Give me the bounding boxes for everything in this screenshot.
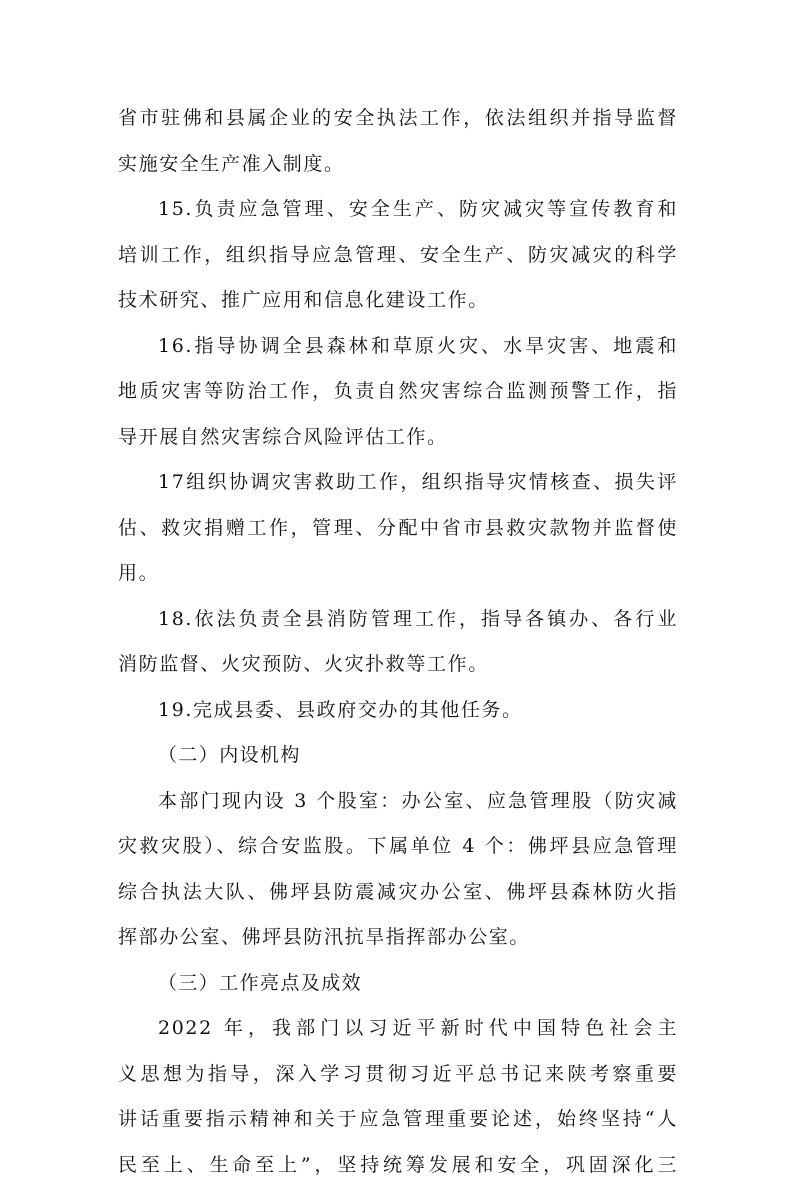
text-line: 灾救灾股）、综合安监股。下属单位 4 个：佛坪县应急管理 [118,824,678,870]
text-line: 估、救灾捐赠工作，管理、分配中省市县救灾款物并监督使 [118,506,678,552]
list-item-18: 18.依法负责全县消防管理工作，指导各镇办、各行业 [118,597,678,643]
text-line: 民至上、生命至上”，坚持统筹发展和安全，巩固深化三 [118,1143,678,1188]
document-body [118,96,678,1188]
text-line: 用。 [118,551,678,597]
text-line: 综合执法大队、佛坪县防震减灾办公室、佛坪县森林防火指 [118,870,678,916]
paragraph-start: 本部门现内设 3 个股室：办公室、应急管理股（防灾减 [118,779,678,825]
text-line: 挥部办公室、佛坪县防汛抗旱指挥部办公室。 [118,915,678,961]
text-line: 培训工作，组织指导应急管理、安全生产、防灾减灾的科学 [118,233,678,279]
text-line: 导开展自然灾害综合风险评估工作。 [118,415,678,461]
text-line: 义思想为指导，深入学习贯彻习近平总书记来陕考察重要 [118,1052,678,1098]
text-line: 技术研究、推广应用和信息化建设工作。 [118,278,678,324]
text-line: 省市驻佛和县属企业的安全执法工作，依法组织并指导监督 [118,96,678,142]
section-heading-internal-structure: （二）内设机构 [118,733,678,779]
text-line: 实施安全生产准入制度。 [118,142,678,188]
list-item-19: 19.完成县委、县政府交办的其他任务。 [118,688,678,734]
text-line: 消防监督、火灾预防、火灾扑救等工作。 [118,642,678,688]
section-heading-highlights: （三）工作亮点及成效 [118,961,678,1007]
text-line: 讲话重要指示精神和关于应急管理重要论述，始终坚持“人 [118,1097,678,1143]
text-line: 地质灾害等防治工作，负责自然灾害综合监测预警工作，指 [118,369,678,415]
paragraph-start: 2022 年，我部门以习近平新时代中国特色社会主 [118,1006,678,1052]
list-item-16: 16.指导协调全县森林和草原火灾、水旱灾害、地震和 [118,324,678,370]
list-item-17: 17组织协调灾害救助工作，组织指导灾情核查、损失评 [118,460,678,506]
list-item-15: 15.负责应急管理、安全生产、防灾减灾等宣传教育和 [118,187,678,233]
